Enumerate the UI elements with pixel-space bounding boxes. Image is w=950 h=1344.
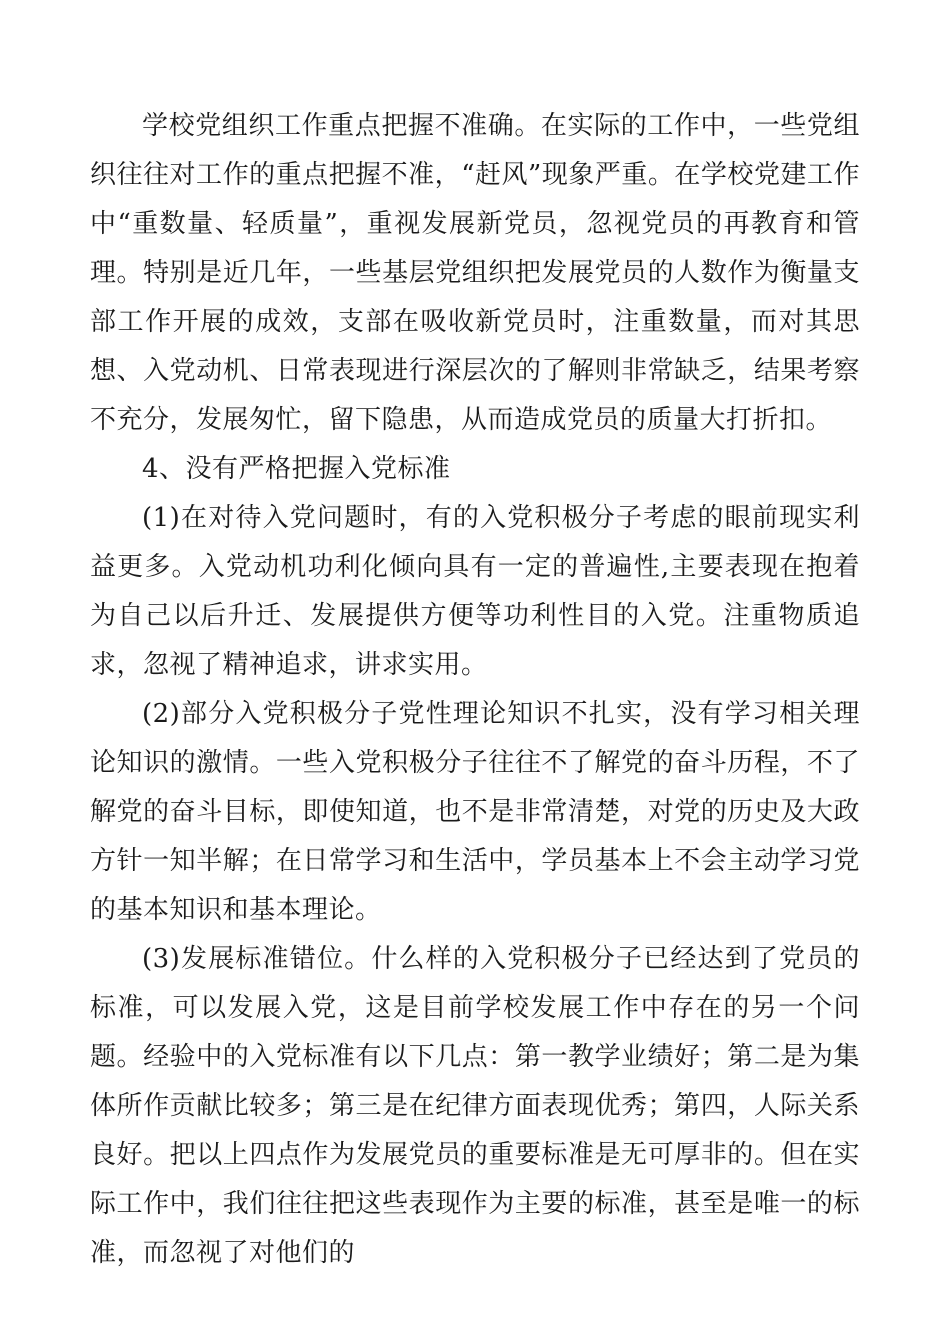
paragraph-point-2: (2)部分入党积极分子党性理论知识不扎实，没有学习相关理论知识的激情。一些入党积极分子往往不了解党的奋斗历程，不了解党的奋斗目标，即使知道，也不是非常清楚，对党的历史及大政方针一知半解；在日常学习和生活中，学员基本上不会主动学习党的基本知识和基本理论。 <box>90 699 860 925</box>
paragraph-point-3: (3)发展标准错位。什么样的入党积极分子已经达到了党员的标准，可以发展入党，这是目前学校发展工作中存在的另一个问题。经验中的入党标准有以下几点：第一教学业绩好；第二是为集体所作贡献比较多；第三是在纪律方面表现优秀；第四，人际关系良好。把以上四点作为发展党员的重要标准是无可厚非的。但在实际工作中，我们往往把这些表现作为主要的标准，甚至是唯一的标准，而忽视了对他们的 <box>90 944 860 1268</box>
paragraph-party-work-focus: 学校党组织工作重点把握不准确。在实际的工作中，一些党组织往往对工作的重点把握不准，“赶风”现象严重。在学校党建工作中“重数量、轻质量”，重视发展新党员，忽视党员的再教育和管理。特别是近几年，一些基层党组织把发展党员的人数作为衡量支部工作开展的成效，支部在吸收新党员时，注重数量，而对其思想、入党动机、日常表现进行深层次的了解则非常缺乏，结果考察不充分，发展匆忙，留下隐患，从而造成党员的质量大打折扣。 <box>90 111 860 435</box>
section-heading-admission-standard: 4、没有严格把握入党标准 <box>142 454 451 484</box>
paragraph-point-1: (1)在对待入党问题时，有的入党积极分子考虑的眼前现实利益更多。入党动机功利化倾向具有一定的普遍性,主要表现在抱着为自己以后升迁、发展提供方便等功利性目的入党。注重物质追求，忽视了精神追求，讲求实用。 <box>90 503 860 680</box>
document-body <box>90 102 860 1278</box>
